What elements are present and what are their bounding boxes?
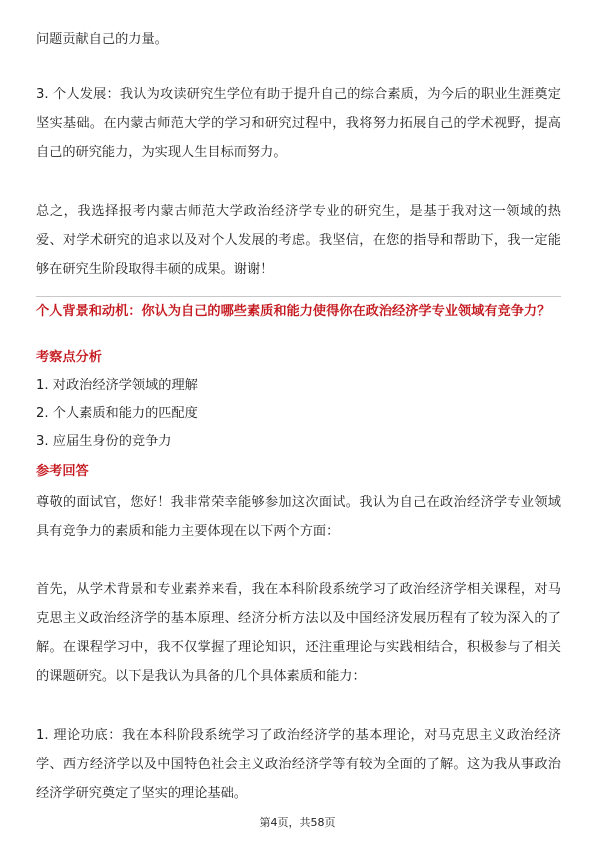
paragraph-theory: 1. 理论功底：我在本科阶段系统学习了政治经济学的基本理论，对马克思主义政治经济学、西方经济学以及中国特色社会主义政治经济学等有较为全面的了解。这为我从事政治经济学研究奠定了坚实的理论基础。 [36,728,561,801]
analysis-item-2: 2. 个人素质和能力的匹配度 [36,406,198,421]
section-divider [36,296,561,297]
answer-title: 参考回答 [36,464,89,479]
paragraph-point-3: 3. 个人发展：我认为攻读研究生学位有助于提升自己的综合素质，为今后的职业生涯奠定坚实基础。在内蒙古师范大学的学习和研究过程中，我将努力拓展自己的学术视野，提高自己的研究能力，为实现人生目标而努力。 [36,87,561,160]
analysis-item-1: 1. 对政治经济学领域的理解 [36,378,198,393]
question-heading: 个人背景和动机：你认为自己的哪些素质和能力使得你在政治经济学专业领域有竞争力？ [36,304,551,319]
paragraph-first-point: 首先，从学术背景和专业素养来看，我在本科阶段系统学习了政治经济学相关课程，对马克思主义政治经济学的基本原理、经济分析方法以及中国经济发展历程有了较为深入的了解。在课程学习中，我不仅掌握了理论知识，还注重理论与实践相结合，积极参与了相关的课题研究。以下是我认为具备的几个具体素质和能力： [36,582,561,684]
page-number: 第4页，共58页 [259,816,336,829]
paragraph-answer-open: 尊敬的面试官，您好！我非常荣幸能够参加这次面试。我认为自己在政治经济学专业领域具有竞争力的素质和能力主要体现在以下两个方面： [36,495,561,539]
analysis-title: 考察点分析 [36,350,102,365]
analysis-item-3: 3. 应届生身份的竞争力 [36,434,172,449]
paragraph-intro-end: 问题贡献自己的力量。 [36,32,168,47]
paragraph-summary: 总之，我选择报考内蒙古师范大学政治经济学专业的研究生，是基于我对这一领域的热爱、对学术研究的追求以及对个人发展的考虑。我坚信，在您的指导和帮助下，我一定能够在研究生阶段取得丰硕的成果。谢谢！ [36,204,561,277]
